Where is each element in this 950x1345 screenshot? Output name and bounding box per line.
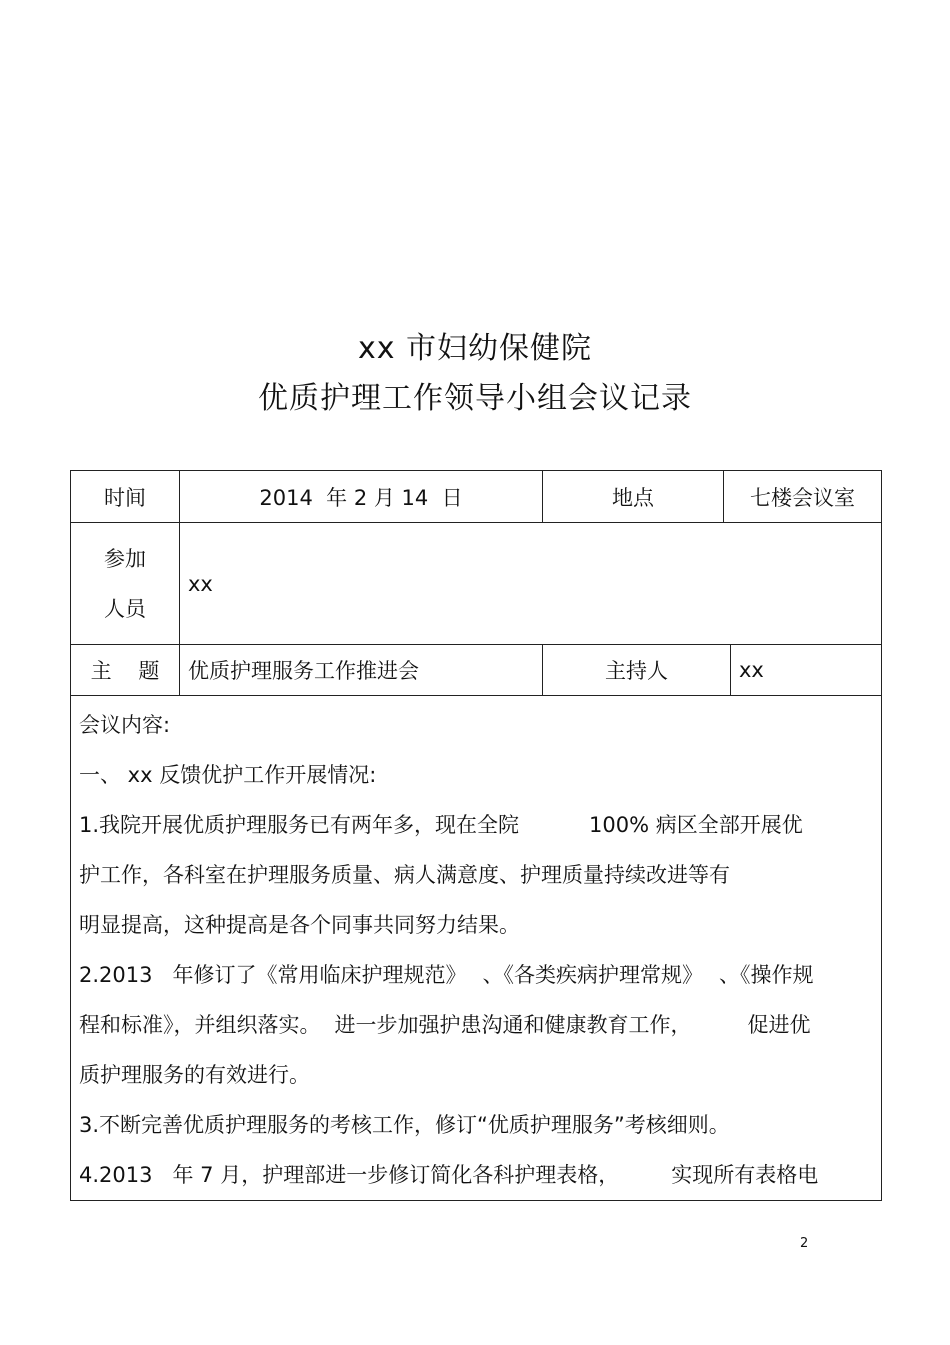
document-title-line-1: xx 市妇幼保健院 bbox=[357, 331, 593, 366]
content-line: 3.不断完善优质护理服务的考核工作，修订“优质护理服务”考核细则。 bbox=[79, 1113, 730, 1137]
content-line: 1.我院开展优质护理服务已有两年多，现在全院 100% 病区全部开展优 bbox=[79, 813, 803, 837]
topic-value: 优质护理服务工作推进会 bbox=[180, 645, 543, 696]
place-label: 地点 bbox=[543, 471, 724, 523]
meeting-record-table bbox=[70, 470, 882, 1201]
content-line: 明显提高，这种提高是各个同事共同努力结果。 bbox=[79, 913, 520, 937]
attendees-label-line-2: 人员 bbox=[104, 596, 146, 621]
place-value: 七楼会议室 bbox=[724, 471, 882, 523]
topic-label: 主 题 bbox=[71, 645, 180, 696]
page-number: 2 bbox=[800, 1236, 809, 1251]
time-value: 2014 年 2 月 14 日 bbox=[180, 471, 543, 523]
attendees-label-line-1: 参加 bbox=[104, 546, 146, 571]
attendees-value: xx bbox=[180, 523, 882, 645]
content-line: 一、 xx 反馈优护工作开展情况: bbox=[79, 763, 377, 787]
content-line: 程和标准》，并组织落实。 进一步加强护患沟通和健康教育工作， 促进优 bbox=[79, 1013, 811, 1037]
host-label: 主持人 bbox=[543, 645, 731, 696]
content-line: 护工作，各科室在护理服务质量、病人满意度、护理质量持续改进等有 bbox=[79, 863, 730, 887]
document-title-line-2: 优质护理工作领导小组会议记录 bbox=[258, 381, 692, 416]
content-line: 质护理服务的有效进行。 bbox=[79, 1063, 310, 1087]
content-line: 4.2013 年 7 月，护理部进一步修订简化各科护理表格， 实现所有表格电 bbox=[79, 1163, 819, 1187]
attendees-label bbox=[71, 523, 180, 645]
content-heading: 会议内容: bbox=[79, 713, 171, 737]
content-line: 2.2013 年修订了《常用临床护理规范》 、《各类疾病护理常规》 、《操作规 bbox=[79, 963, 814, 987]
meeting-content bbox=[71, 696, 882, 1201]
host-value: xx bbox=[731, 645, 882, 696]
time-label: 时间 bbox=[71, 471, 180, 523]
